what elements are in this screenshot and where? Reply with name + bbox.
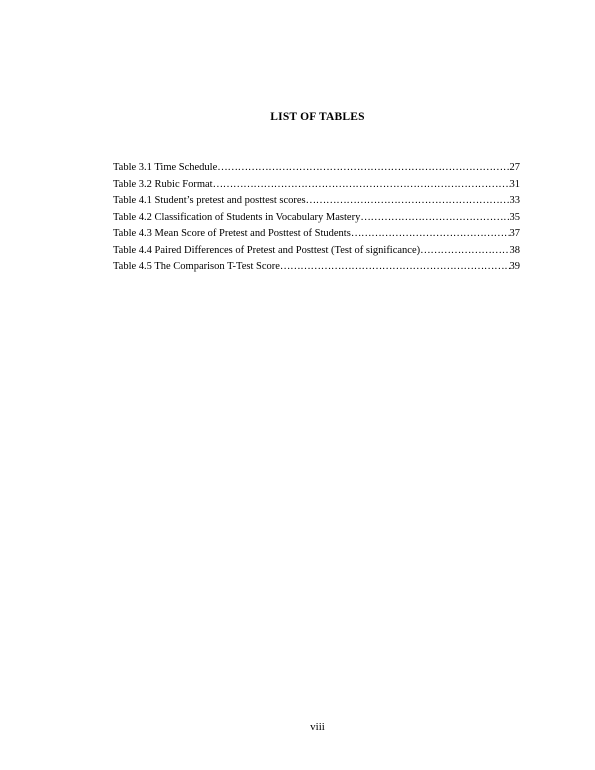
entry-page-number: 33	[509, 195, 520, 206]
page-title: LIST OF TABLES	[270, 111, 365, 123]
list-item	[113, 179, 520, 196]
table-list	[113, 162, 520, 278]
page-number: viii	[310, 721, 325, 733]
entry-label: Table 3.2 Rubic Format	[113, 178, 213, 190]
list-item	[113, 245, 520, 262]
dot-leader	[213, 179, 510, 190]
entry-label: Table 4.4 Paired Differences of Pretest and Posttest (Test of significance)	[113, 244, 421, 256]
list-item	[113, 228, 520, 245]
entry-label: Table 4.2 Classification of Students in Vocabulary Mastery	[113, 211, 361, 223]
entry-page-number: 27	[509, 162, 520, 173]
entry-label: Table 4.3 Mean Score of Pretest and Posttest of Students	[113, 228, 351, 239]
dot-leader	[280, 261, 510, 272]
entry-label: Table 4.5 The Comparison T-Test Score	[113, 261, 280, 272]
list-item	[113, 261, 520, 278]
entry-label: Table 3.1 Time Schedule	[113, 162, 218, 173]
list-item	[113, 212, 520, 229]
entry-page-number: 31	[509, 178, 520, 190]
dot-leader	[420, 245, 509, 256]
list-item	[113, 162, 520, 179]
entry-label: Table 4.1 Student’s pretest and posttest scores	[113, 195, 306, 206]
entry-page-number: 39	[509, 261, 520, 272]
entry-page-number: 38	[509, 244, 520, 256]
list-item	[113, 195, 520, 212]
dot-leader	[306, 195, 510, 206]
dot-leader	[351, 228, 510, 239]
entry-page-number: 37	[509, 228, 520, 239]
entry-page-number: 35	[509, 211, 520, 223]
dot-leader	[217, 162, 509, 173]
dot-leader	[360, 212, 509, 223]
